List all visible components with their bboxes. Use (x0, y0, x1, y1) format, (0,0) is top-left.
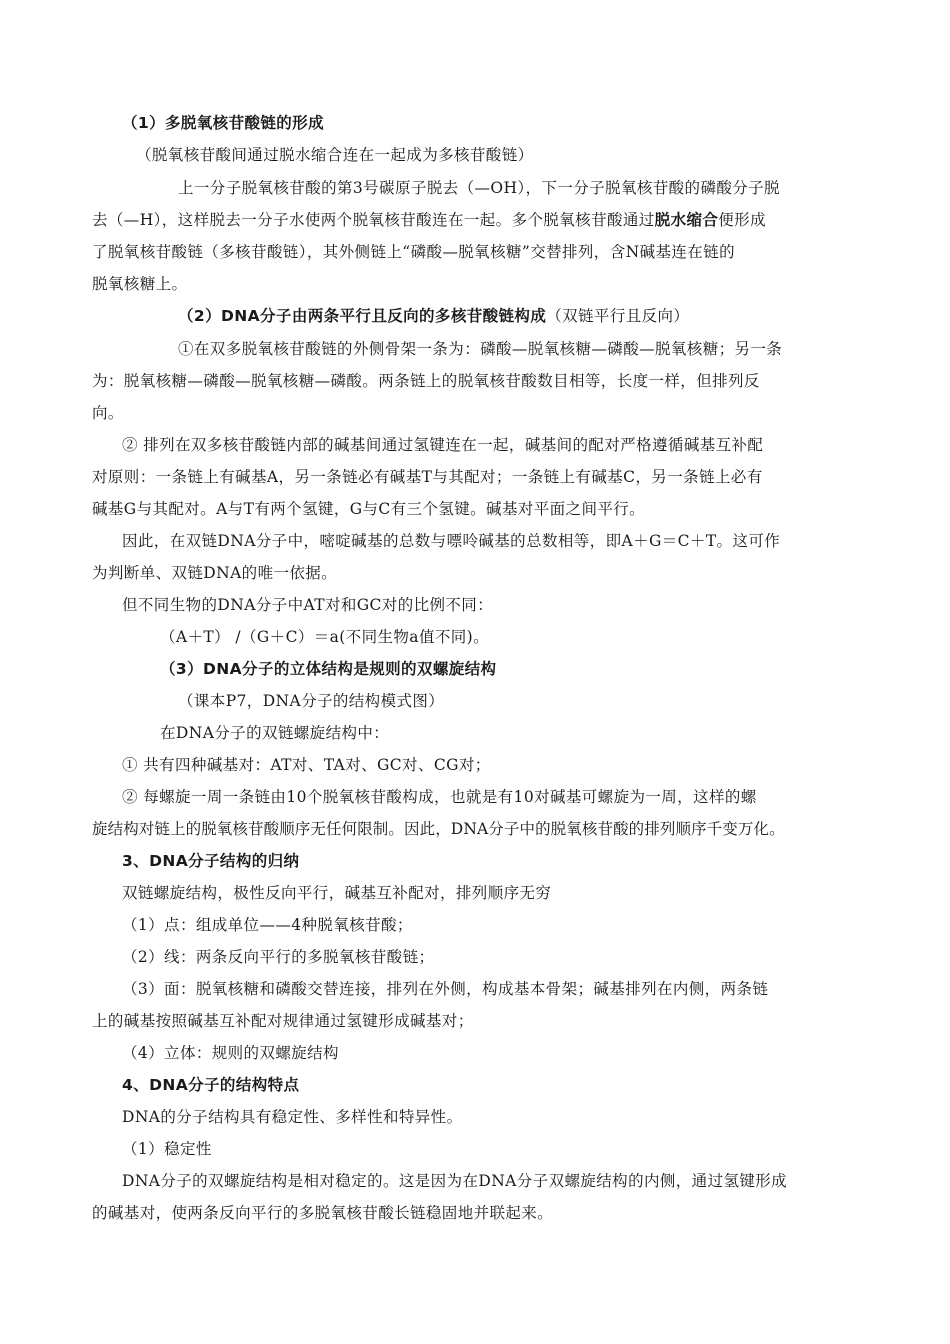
heading-text: （2）DNA分子由两条平行且反向的多核苷酸链构成 (178, 307, 547, 325)
paragraph-line: 但不同生物的DNA分子中AT对和GC对的比例不同： (122, 596, 494, 614)
paragraph-line: ① 共有四种碱基对：AT对、TA对、GC对、CG对； (122, 756, 491, 774)
formula-line: （A＋T） /（G＋C）＝a(不同生物a值不同)。 (160, 628, 489, 646)
bold-term-dehydration-condensation: 脱水缩合 (654, 211, 719, 229)
heading-structure-summary: 3、DNA分子结构的归纳 (122, 852, 300, 870)
paragraph-line: 因此，在双链DNA分子中，嘧啶碱基的总数与嘌呤碱基的总数相等，即A＋G＝C＋T。这可作 (122, 532, 781, 550)
heading-note: （双链平行且反向） (546, 307, 690, 325)
paragraph-line: ② 每螺旋一周一条链由10个脱氧核苷酸构成，也就是有10对碱基可螺旋为一周，这样的螺 (122, 788, 757, 806)
paragraph-line: DNA分子的双螺旋结构是相对稳定的。这是因为在DNA分子双螺旋结构的内侧，通过氢键形成 (122, 1172, 788, 1190)
paragraph-line: DNA的分子结构具有稳定性、多样性和特异性。 (122, 1108, 463, 1126)
paragraph-line: （课本P7，DNA分子的结构模式图） (178, 692, 445, 710)
list-item: （1）点：组成单位——4种脱氧核苷酸； (122, 916, 413, 934)
heading-structure-features: 4、DNA分子的结构特点 (122, 1076, 300, 1094)
paragraph-line: 为：脱氧核糖—磷酸—脱氧核糖—磷酸。两条链上的脱氧核苷酸数目相等，长度一样，但排列反 (92, 372, 760, 390)
paragraph-line: 为判断单、双链DNA的唯一依据。 (92, 564, 338, 582)
paragraph-line: 了脱氧核苷酸链（多核苷酸链），其外侧链上“磷酸—脱氧核糖”交替排列，含N碱基连在链的 (92, 243, 735, 261)
paragraph-line: 向。 (92, 404, 124, 422)
paragraph-line: 上一分子脱氧核苷酸的第3号碳原子脱去（—OH），下一分子脱氧核苷酸的磷酸分子脱 (178, 179, 780, 197)
paragraph-line: ①在双多脱氧核苷酸链的外侧骨架一条为：磷酸—脱氧核糖—磷酸—脱氧核糖；另一条 (178, 340, 783, 358)
heading-polynucleotide-formation: （1）多脱氧核苷酸链的形成 (122, 114, 324, 132)
paragraph-line: 旋结构对链上的脱氧核苷酸顺序无任何限制。因此，DNA分子中的脱氧核苷酸的排列顺序千变万化。 (92, 820, 785, 838)
paragraph-line: 对原则：一条链上有碱基A，另一条链必有碱基T与其配对；一条链上有碱基C，另一条链上必有 (92, 468, 763, 486)
list-item: （3）面：脱氧核糖和磷酸交替连接，排列在外侧，构成基本骨架；碱基排列在内侧，两条链 (122, 980, 769, 998)
paragraph-line: 双链螺旋结构，极性反向平行，碱基互补配对，排列顺序无穷 (122, 884, 552, 902)
list-item: （2）线：两条反向平行的多脱氧核苷酸链； (122, 948, 435, 966)
paragraph-line: 在DNA分子的双链螺旋结构中： (160, 724, 390, 742)
heading-double-helix: （3）DNA分子的立体结构是规则的双螺旋结构 (160, 660, 497, 678)
paragraph-line: （脱氧核苷酸间通过脱水缩合连在一起成为多核苷酸链） (136, 146, 534, 164)
paragraph-line: ② 排列在双多核苷酸链内部的碱基间通过氢键连在一起，碱基间的配对严格遵循碱基互补配 (122, 436, 764, 454)
list-item: （4）立体：规则的双螺旋结构 (122, 1044, 339, 1062)
text-run: 去（—H），这样脱去一分子水使两个脱氧核苷酸连在一起。多个脱氧核苷酸通过 (92, 211, 655, 229)
paragraph-line: 上的碱基按照碱基互补配对规律通过氢键形成碱基对； (92, 1012, 474, 1030)
paragraph-line: 脱氧核糖上。 (92, 275, 188, 293)
paragraph-line: 的碱基对，使两条反向平行的多脱氧核苷酸长链稳固地并联起来。 (92, 1204, 554, 1222)
list-item: （1）稳定性 (122, 1140, 212, 1158)
paragraph-line: 碱基G与其配对。A与T有两个氢键，G与C有三个氢键。碱基对平面之间平行。 (92, 500, 646, 518)
heading-double-strand (178, 305, 689, 327)
paragraph-line (92, 209, 766, 231)
text-run: 便形成 (718, 211, 766, 229)
